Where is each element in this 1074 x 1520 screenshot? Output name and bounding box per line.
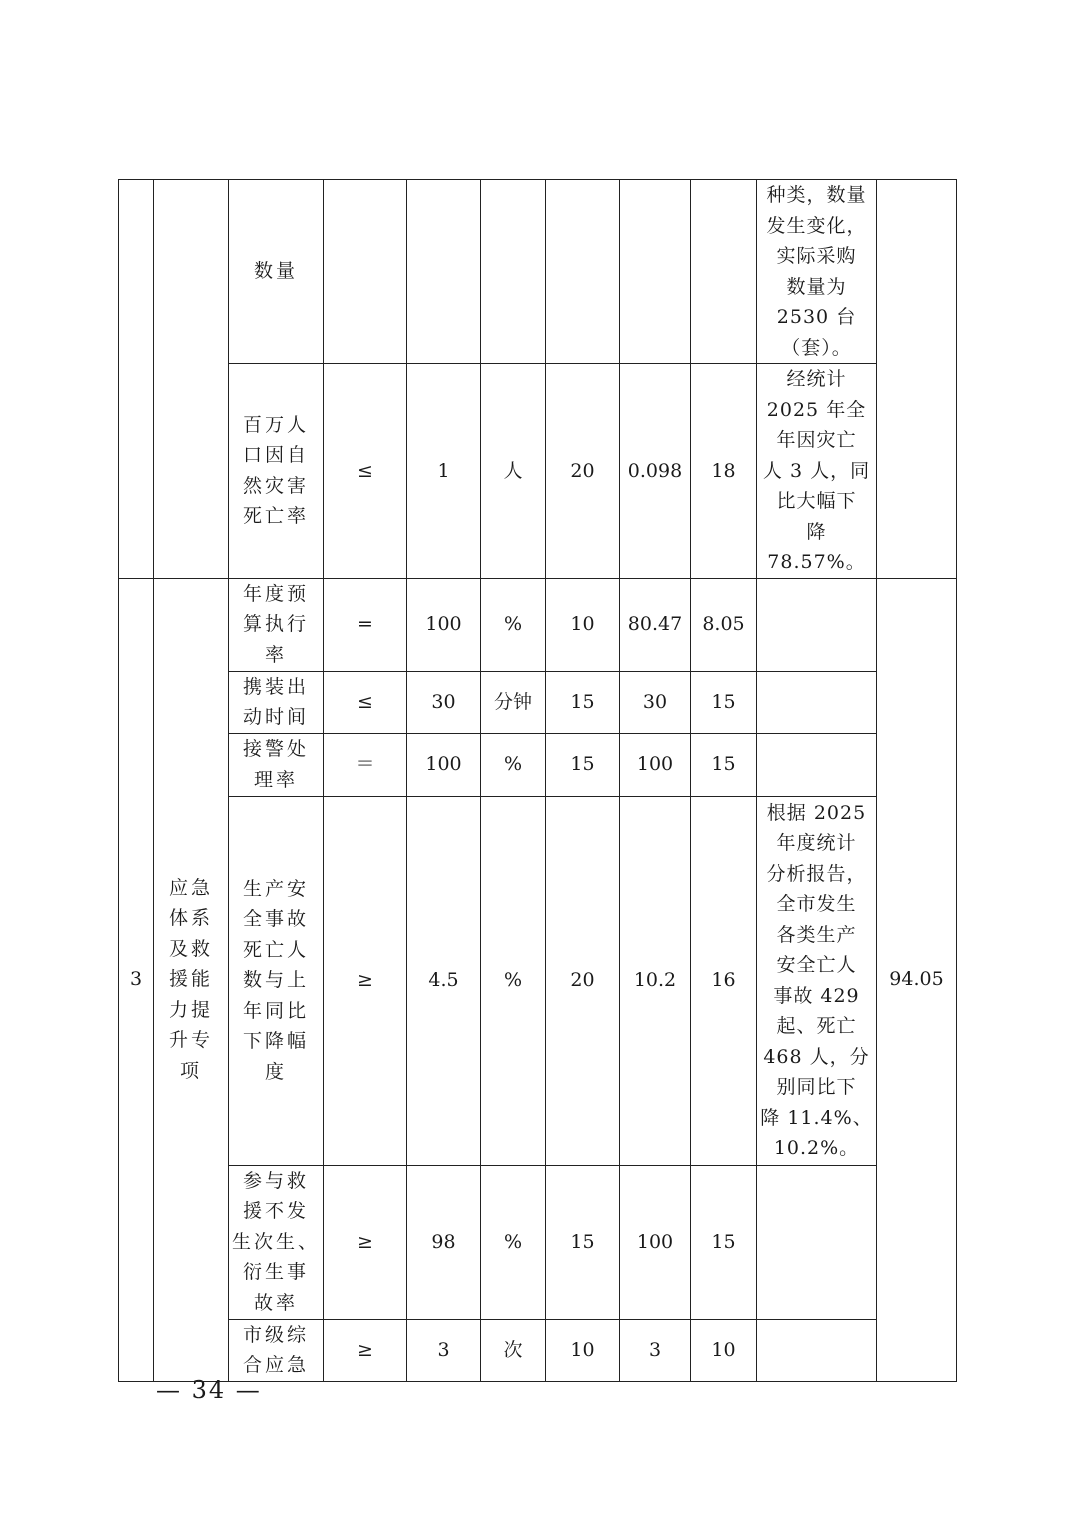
- actual-cell: 80.47: [620, 578, 691, 671]
- weight-cell: 10: [546, 578, 620, 671]
- performance-table: [118, 179, 957, 1382]
- table-row: [119, 671, 957, 733]
- indicator-cell: 接警处 理率: [229, 733, 324, 796]
- unit-cell: [481, 180, 546, 364]
- actual-cell: 3: [620, 1319, 691, 1381]
- unit-cell: %: [481, 1165, 546, 1319]
- table-row: [119, 578, 957, 671]
- group-no-cell: [119, 180, 154, 579]
- group-name-cell: 应急 体系 及救 援能 力提 升专 项: [154, 578, 229, 1381]
- score-cell: 10: [691, 1319, 757, 1381]
- indicator-cell: 百万人 口因自 然灾害 死亡率: [229, 364, 324, 579]
- score-cell: 15: [691, 1165, 757, 1319]
- operator-cell: ≥: [324, 1165, 407, 1319]
- unit-cell: 人: [481, 364, 546, 579]
- unit-cell: 次: [481, 1319, 546, 1381]
- indicator-cell: 数量: [229, 180, 324, 364]
- operator-cell: [324, 180, 407, 364]
- table-row: [119, 733, 957, 796]
- page-number: — 34 —: [156, 1376, 262, 1404]
- operator-cell: =: [324, 578, 407, 671]
- total-cell: [877, 180, 957, 579]
- actual-cell: 100: [620, 733, 691, 796]
- indicator-cell: 市级综 合应急: [229, 1319, 324, 1381]
- score-cell: 16: [691, 796, 757, 1165]
- weight-cell: 20: [546, 796, 620, 1165]
- remark-cell: [757, 578, 877, 671]
- target-cell: 4.5: [407, 796, 481, 1165]
- unit-cell: %: [481, 578, 546, 671]
- target-cell: 30: [407, 671, 481, 733]
- score-cell: [691, 180, 757, 364]
- table-row: [119, 796, 957, 1165]
- weight-cell: [546, 180, 620, 364]
- table-row: [119, 180, 957, 364]
- weight-cell: 15: [546, 1165, 620, 1319]
- score-cell: 18: [691, 364, 757, 579]
- operator-cell: ≤: [324, 671, 407, 733]
- unit-cell: 分钟: [481, 671, 546, 733]
- indicator-cell: 生产安 全事故 死亡人 数与上 年同比 下降幅 度: [229, 796, 324, 1165]
- remark-cell: [757, 671, 877, 733]
- score-cell: 15: [691, 671, 757, 733]
- remark-cell: [757, 733, 877, 796]
- table-row: [119, 1165, 957, 1319]
- unit-cell: %: [481, 733, 546, 796]
- actual-cell: 10.2: [620, 796, 691, 1165]
- operator-cell: ≤: [324, 364, 407, 579]
- remark-cell: 种类，数量 发生变化， 实际采购 数量为 2530 台 （套）。: [757, 180, 877, 364]
- actual-cell: 0.098: [620, 364, 691, 579]
- target-cell: 3: [407, 1319, 481, 1381]
- target-cell: 98: [407, 1165, 481, 1319]
- operator-cell: ≥: [324, 796, 407, 1165]
- target-cell: 1: [407, 364, 481, 579]
- total-cell: 94.05: [877, 578, 957, 1381]
- actual-cell: 100: [620, 1165, 691, 1319]
- remark-cell: [757, 1165, 877, 1319]
- remark-cell: [757, 1319, 877, 1381]
- target-cell: [407, 180, 481, 364]
- group-no-cell: 3: [119, 578, 154, 1381]
- table-row: [119, 364, 957, 579]
- weight-cell: 20: [546, 364, 620, 579]
- operator-cell: ＝: [324, 733, 407, 796]
- target-cell: 100: [407, 733, 481, 796]
- operator-cell: ≥: [324, 1319, 407, 1381]
- unit-cell: %: [481, 796, 546, 1165]
- score-cell: 8.05: [691, 578, 757, 671]
- indicator-cell: 携装出 动时间: [229, 671, 324, 733]
- target-cell: 100: [407, 578, 481, 671]
- weight-cell: 10: [546, 1319, 620, 1381]
- remark-cell: 经统计 2025 年全 年因灾亡 人 3 人，同 比大幅下 降 78.57%。: [757, 364, 877, 579]
- indicator-cell: 参与救 援不发 生次生、 衍生事 故率: [229, 1165, 324, 1319]
- actual-cell: 30: [620, 671, 691, 733]
- weight-cell: 15: [546, 671, 620, 733]
- table-row: [119, 1319, 957, 1381]
- remark-cell: 根据 2025 年度统计 分析报告， 全市发生 各类生产 安全亡人 事故 429 起、死亡 468 人，分 别同比下 降 11.4%、 10.2%。: [757, 796, 877, 1165]
- score-cell: 15: [691, 733, 757, 796]
- weight-cell: 15: [546, 733, 620, 796]
- indicator-cell: 年度预 算执行 率: [229, 578, 324, 671]
- actual-cell: [620, 180, 691, 364]
- group-name-cell: [154, 180, 229, 579]
